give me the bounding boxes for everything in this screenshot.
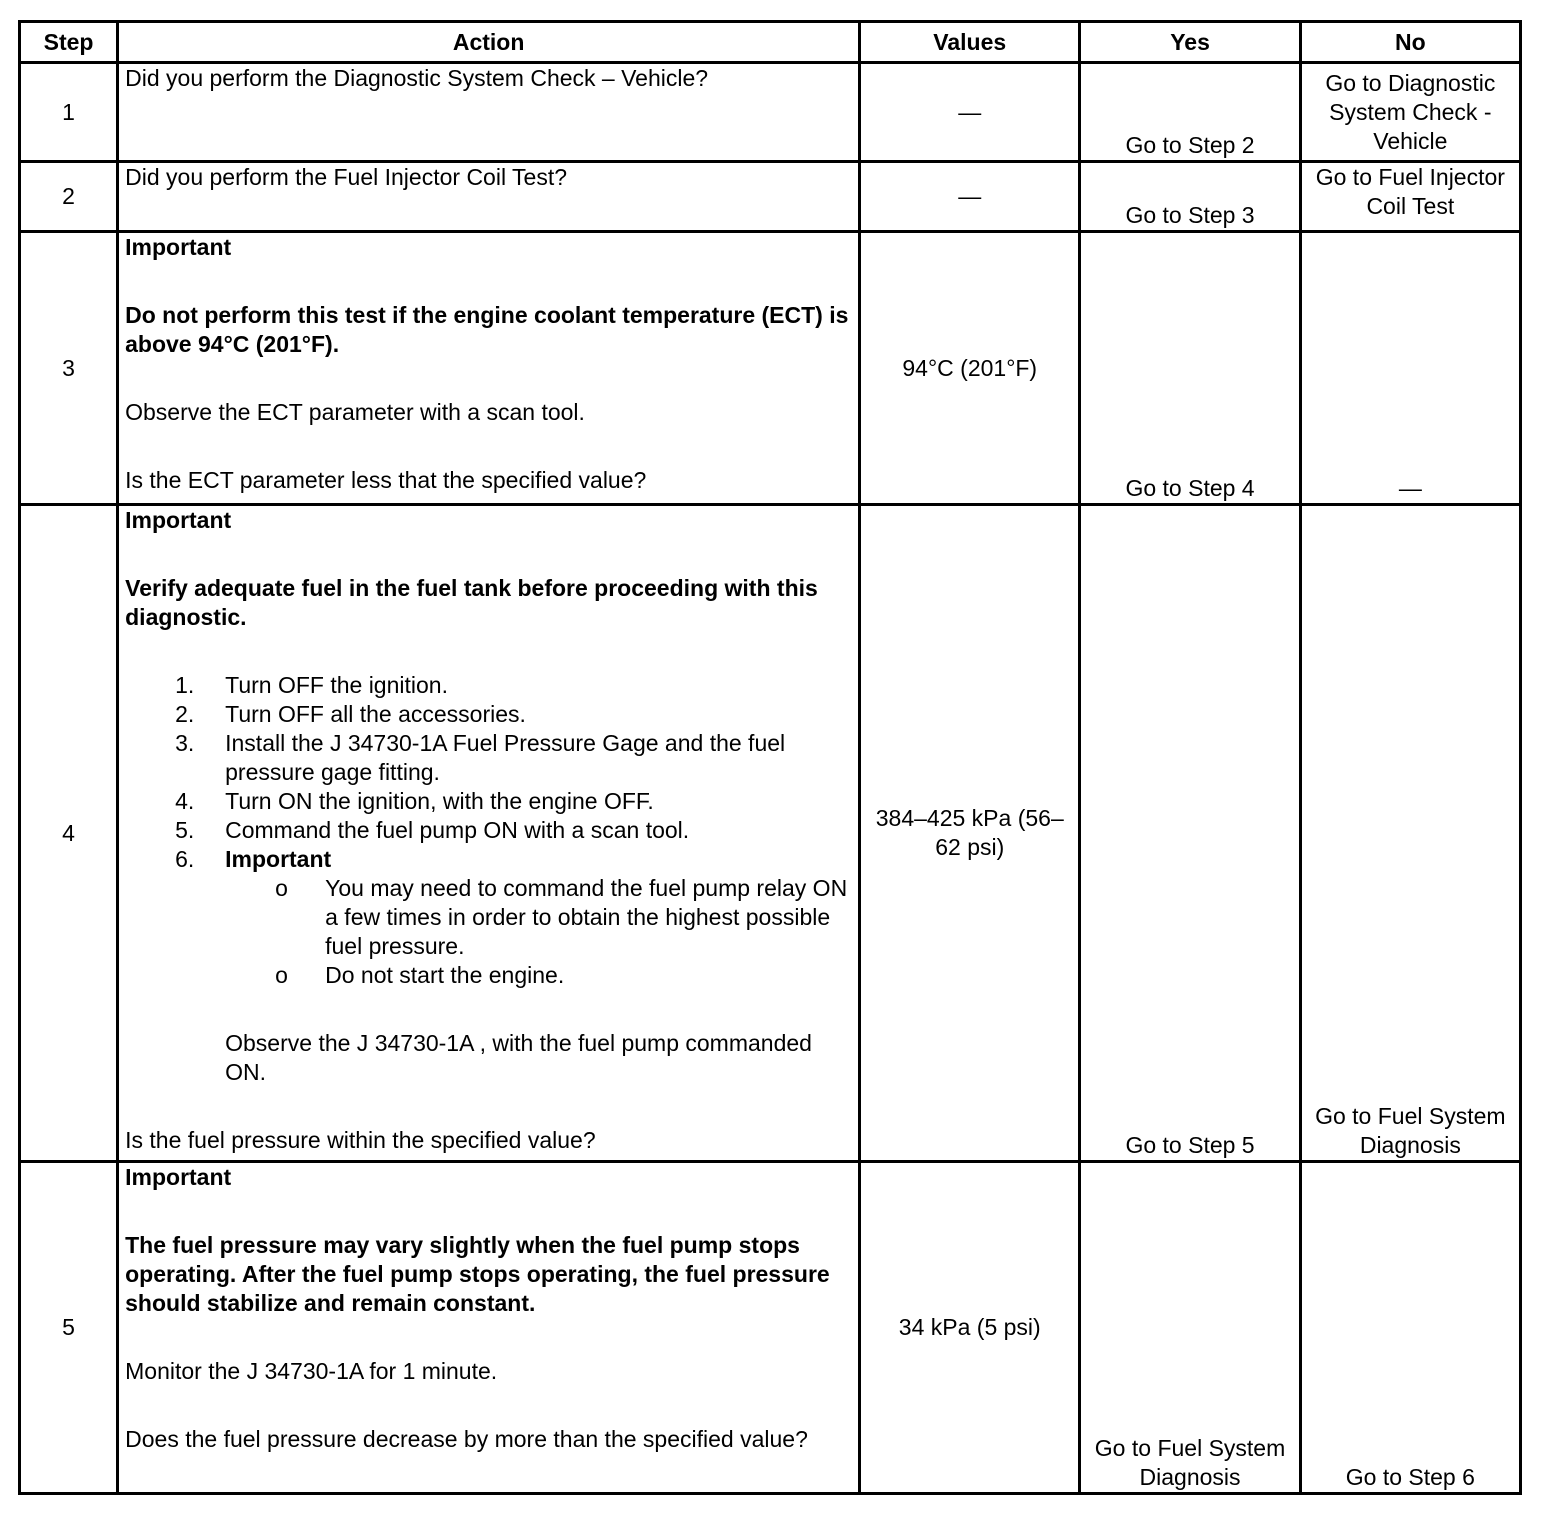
step-number: 3: [20, 232, 118, 505]
no-cell: Go to Diagnostic System Check - Vehicle: [1300, 63, 1520, 162]
header-no: No: [1300, 22, 1520, 63]
list-number: 2.: [175, 701, 195, 727]
header-yes: Yes: [1080, 22, 1300, 63]
sub-list-text: You may need to command the fuel pump relay ON a few times in order to obtain the highest possible fuel pressure.: [325, 875, 848, 959]
values-cell: 34 kPa (5 psi): [860, 1162, 1080, 1494]
values-cell: 94°C (201°F): [860, 232, 1080, 505]
no-cell: —: [1300, 232, 1520, 505]
list-number: 1.: [175, 672, 195, 698]
list-number: 4.: [175, 788, 195, 814]
list-text: Command the fuel pump ON with a scan tool.: [225, 817, 690, 843]
important-label: Important: [125, 234, 232, 260]
question-text: Is the ECT parameter less that the specified value?: [125, 467, 647, 493]
list-text-important: Important: [225, 846, 332, 872]
action-cell: [118, 1162, 860, 1494]
yes-cell: Go to Step 5: [1080, 505, 1300, 1162]
sub-list-item: [225, 961, 852, 990]
list-item: [125, 845, 852, 990]
no-cell: Go to Fuel System Diagnosis: [1300, 505, 1520, 1162]
list-text: Turn ON the ignition, with the engine OFF.: [225, 788, 654, 814]
list-text: Turn OFF all the accessories.: [225, 701, 526, 727]
table-row-step-1: [20, 63, 1521, 162]
important-label: Important: [125, 1164, 232, 1190]
step-number: 4: [20, 505, 118, 1162]
sub-list-text: Do not start the engine.: [325, 962, 565, 988]
important-sub-list: [225, 874, 852, 990]
table-row-step-2: [20, 162, 1521, 232]
no-cell: Go to Step 6: [1300, 1162, 1520, 1494]
yes-cell: Go to Step 3: [1080, 162, 1300, 232]
important-label: Important: [125, 507, 232, 533]
header-action: Action: [118, 22, 860, 63]
table-row-step-5: [20, 1162, 1521, 1494]
table-row-step-3: [20, 232, 1521, 505]
sub-list-item: [225, 874, 852, 961]
bullet-icon: o: [275, 962, 288, 988]
list-item: [125, 787, 852, 816]
list-number: 6.: [175, 846, 195, 872]
header-step: Step: [20, 22, 118, 63]
list-item: [125, 671, 852, 700]
bullet-icon: o: [275, 875, 288, 901]
yes-cell: Go to Step 4: [1080, 232, 1300, 505]
list-item: [125, 729, 852, 787]
yes-cell: Go to Fuel System Diagnosis: [1080, 1162, 1300, 1494]
values-cell: —: [860, 63, 1080, 162]
values-cell: 384–425 kPa (56–62 psi): [860, 505, 1080, 1162]
list-number: 5.: [175, 817, 195, 843]
no-cell: Go to Fuel Injector Coil Test: [1300, 162, 1520, 232]
important-text: The fuel pressure may vary slightly when the fuel pump stops operating. After the fuel pump stops operating, the fuel pressure should stabilize and remain constant.: [125, 1232, 830, 1316]
diagnostic-table: [18, 20, 1522, 1495]
list-item: [125, 700, 852, 729]
important-text: Verify adequate fuel in the fuel tank before proceeding with this diagnostic.: [125, 575, 818, 630]
procedure-list: [125, 671, 852, 990]
header-values: Values: [860, 22, 1080, 63]
yes-cell: Go to Step 2: [1080, 63, 1300, 162]
list-text: Install the J 34730-1A Fuel Pressure Gage and the fuel pressure gage fitting.: [225, 730, 786, 785]
action-cell: [118, 232, 860, 505]
observe-text: Observe the J 34730-1A , with the fuel pump commanded ON.: [225, 1030, 812, 1085]
step-number: 5: [20, 1162, 118, 1494]
step-number: 1: [20, 63, 118, 162]
header-row: [20, 22, 1521, 63]
action-cell: [118, 505, 860, 1162]
list-item: [125, 816, 852, 845]
list-number: 3.: [175, 730, 195, 756]
action-text: Did you perform the Fuel Injector Coil Test?: [118, 162, 860, 232]
instruction-text: Monitor the J 34730-1A for 1 minute.: [125, 1358, 498, 1384]
values-cell: —: [860, 162, 1080, 232]
step-number: 2: [20, 162, 118, 232]
question-text: Is the fuel pressure within the specified value?: [125, 1127, 596, 1153]
action-text: Did you perform the Diagnostic System Check – Vehicle?: [118, 63, 860, 162]
question-text: Does the fuel pressure decrease by more than the specified value?: [125, 1426, 808, 1452]
table-row-step-4: [20, 505, 1521, 1162]
important-text: Do not perform this test if the engine coolant temperature (ECT) is above 94°C (201°F).: [125, 302, 849, 357]
list-text: Turn OFF the ignition.: [225, 672, 448, 698]
instruction-text: Observe the ECT parameter with a scan tool.: [125, 399, 585, 425]
